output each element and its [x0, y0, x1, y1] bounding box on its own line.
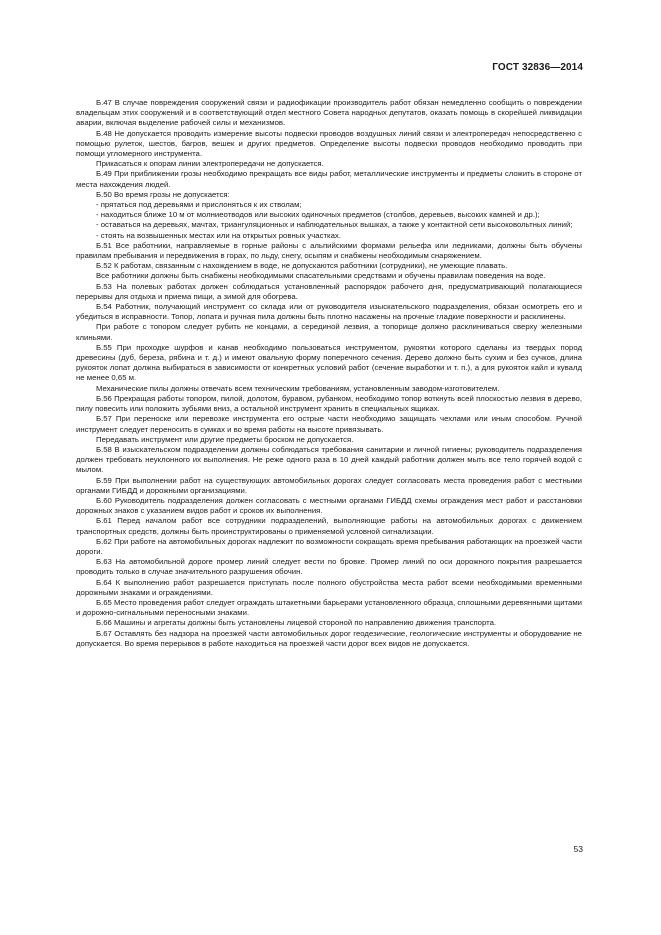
list-item-b50-1: - прятаться под деревьями и прислоняться к их стволам;	[96, 200, 302, 210]
paragraph-b67: Б.67 Оставлять без надзора на проезжей части автомобильных дорог геодезические, геологические инструменты и оборудование не допускается. Во время перерывов в работе находиться на проезжей части дорог всех видов не допускается.	[76, 628, 582, 648]
standard-code-header: ГОСТ 32836—2014	[492, 62, 583, 73]
paragraph-b54-note: При работе с топором следует рубить не концами, а серединой лезвия, а топорище должно расклиниваться сверху железными клиньями.	[76, 322, 582, 342]
paragraph-b51: Б.51 Все работники, направляемые в горные районы с альпийскими формами рельефа или ледниками, должны быть обучены правилам пребывания и передвижения в горах, по льду, снегу, осыпям и снабжены необходимым снаряжением.	[76, 240, 582, 261]
paragraph-b57-note: Передавать инструмент или другие предметы броском не допускается.	[96, 434, 354, 444]
paragraph-b59: Б.59 При выполнении работ на существующих автомобильных дорогах следует согласовать места проведения работ с местными органами ГИБДД и дорожными организациями.	[76, 475, 582, 495]
page-number: 53	[573, 844, 583, 854]
paragraph-b53: Б.53 На полевых работах должен соблюдаться установленный распорядок рабочего дня, предусматривающий полагающиеся перерывы для отдыха и приема пищи, а зимой для обогрева.	[76, 281, 582, 301]
paragraph-b61: Б.61 Перед началом работ все сотрудники подразделений, выполняющие работы на автомобильных дорогах с движением транспортных средств, должны быть проинструктированы о применяемой условной сигнализации.	[76, 516, 582, 536]
paragraph-b57: Б.57 При переноске или перевозке инструмента его острые части необходимо защищать чехлами или иным способом. Ручной инструмент следует переносить в сумках и во время работы на высоте привязывать.	[76, 414, 582, 434]
paragraph-b54: Б.54 Работник, получающий инструмент со склада или от руководителя изыскательского подразделения, обязан осмотреть его и убедиться в исправности. Топор, лопата и ручная пила должны быть плотно насажены на прочные гладкие поверхности и расклинены.	[76, 302, 582, 322]
paragraph-b55-note: Механические пилы должны отвечать всем техническим требованиям, установленным заводом-изготовителем.	[96, 383, 500, 393]
paragraph-b62: Б.62 При работе на автомобильных дорогах надлежит по возможности сокращать время пребывания работающих на проезжей части дороги.	[76, 536, 582, 556]
paragraph-b66: Б.66 Машины и агрегаты должны быть установлены лицевой стороной по направлению движения транспорта.	[96, 618, 497, 628]
list-item-b50-3: - оставаться на деревьях, мачтах, триангуляционных и наблюдательных вышках, а также у контактной сети высоковольтных линий;	[96, 220, 573, 230]
paragraph-b56: Б.56 Прекращая работы топором, пилой, долотом, буравом, рубанком, необходимо топор воткнуть всей плоскостью лезвия в дерево, пилу повесить или положить зубьями вниз, а остальной инструмент хранить в специальных ящиках.	[76, 393, 582, 414]
paragraph-b58: Б.58 В изыскательском подразделении должны соблюдаться требования санитарии и личной гигиены; руководитель подразделения должен требовать неуклонного их выполнения. Не реже одного раза в 10 дней каждый работник должен мыть все тело горячей водой с мылом.	[76, 444, 582, 475]
paragraph-b50: Б.50 Во время грозы не допускается:	[96, 189, 230, 199]
paragraph-b52: Б.52 К работам, связанным с нахождением в воде, не допускаются работники (сотрудники), не умеющие плавать.	[96, 261, 508, 271]
list-item-b50-4: - стоять на возвышенных местах или на открытых ровных участках.	[96, 230, 341, 240]
paragraph-b65: Б.65 Место проведения работ следует ограждать штакетными барьерами установленного образца, сплошными деревянными щитами и дорожно-сигнальными переносными знаками.	[76, 597, 582, 618]
paragraph-b60: Б.60 Руководитель подразделения должен согласовать с местными органами ГИБДД схемы ограждения мест работ и расстановки дорожных знаков с указанием видов работ и сроков их выполнения.	[76, 495, 582, 516]
paragraph-b55: Б.55 При проходке шурфов и канав необходимо пользоваться инструментом, рукоятки которого сделаны из твердых пород древесины (дуб, береза, рябина и т. д.) и имеют овальную форму поперечного сечения. Дерево должно быть сухим и без сучков, длина рукояток лопат должна выбираться в зависимости от конкретных условий работ (сечение выработки и т. п.), а для рукояток кайл и кувалд не менее 0,65 м.	[76, 342, 582, 383]
paragraph-b63: Б.63 На автомобильной дороге промер линий следует вести по бровке. Промер линий по оси дорожного покрытия разрешается проводить только в случае значительного разрушения обочин.	[76, 557, 582, 577]
paragraph-b47: Б.47 В случае повреждения сооружений связи и радиофикации производитель работ обязан немедленно сообщить о повреждении владельцам этих сооружений и в соответствующий отдел местного Совета народных депутатов, оказать помощь в скорейшей ликвидации аварии, включая выделение рабочей силы и механизмов.	[76, 98, 582, 128]
paragraph-b52-note: Все работники должны быть снабжены необходимыми спасательными средствами и обучены правилам поведения на воде.	[96, 271, 546, 281]
document-body	[76, 98, 582, 649]
list-item-b50-2: - находиться ближе 10 м от молниеотводов или высоких одиночных предметов (столбов, деревьев, высоких камней и др.);	[96, 210, 540, 220]
paragraph-b48-note: Прикасаться к опорам линии электропередачи не допускается.	[96, 159, 324, 169]
paragraph-b49: Б.49 При приближении грозы необходимо прекращать все виды работ, металлические инструменты и предметы сложить в стороне от места нахождения людей.	[76, 169, 582, 189]
paragraph-b64: Б.64 К выполнению работ разрешается приступать после полного обустройства места работ всеми необходимыми временными дорожными знаками и ограждениями.	[76, 577, 582, 597]
paragraph-b48: Б.48 Не допускается проводить измерение высоты подвески проводов воздушных линий связи и электропередач непосредственно с помощью рулеток, шестов, багров, вешек и других предметов. Определение высоты подвески проводов необходимо проводить при помощи угломерного инструмента.	[76, 128, 582, 159]
